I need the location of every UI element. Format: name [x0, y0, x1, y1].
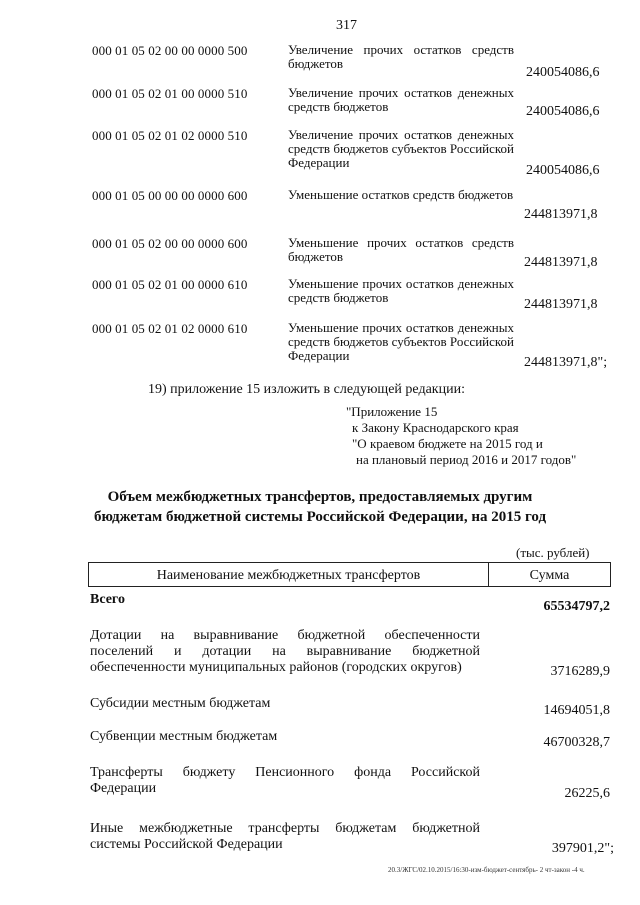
- table-row-name: Трансферты бюджету Пенсионного фонда Российской Федерации: [90, 765, 480, 796]
- table-row-amount: 14694051,8: [543, 703, 610, 718]
- title-line: бюджетам бюджетной системы Российской Федерации, на 2015 год: [93, 509, 547, 525]
- row-amount: 244813971,8: [524, 255, 598, 270]
- row-code: 000 01 05 00 00 00 0000 600: [92, 188, 248, 203]
- row-code: 000 01 05 02 01 00 0000 510: [92, 86, 248, 101]
- row-description: Уменьшение остатков средств бюджетов: [288, 187, 514, 202]
- row-description: Увеличение прочих остатков средств бюджетов: [288, 42, 514, 71]
- row-code: 000 01 05 02 00 00 0000 600: [92, 236, 248, 251]
- table-row-name: Субвенции местным бюджетам: [90, 729, 278, 744]
- row-code: 000 01 05 02 01 02 0000 510: [92, 128, 248, 143]
- column-header-name: Наименование межбюджетных трансфертов: [89, 563, 489, 586]
- appendix-header-line: на плановый период 2016 и 2017 годов": [356, 452, 577, 467]
- table-row-amount: 397901,2";: [551, 841, 614, 856]
- table-row-amount: 3716289,9: [550, 664, 610, 679]
- row-code: 000 01 05 02 00 00 0000 500: [92, 43, 248, 58]
- title-line: Объем межбюджетных трансфертов, предоставляемых другим: [107, 489, 533, 505]
- document-title: [0, 487, 640, 527]
- amendment-item: 19) приложение 15 изложить в следующей редакции:: [148, 382, 465, 397]
- row-amount: 240054086,6: [526, 104, 600, 119]
- row-description: Увеличение прочих остатков денежных средств бюджетов: [288, 85, 514, 114]
- row-description: Уменьшение прочих остатков средств бюджетов: [288, 235, 514, 264]
- table-row-amount: 46700328,7: [543, 735, 610, 750]
- row-amount: 244813971,8: [524, 297, 598, 312]
- row-amount: 244813971,8: [524, 207, 598, 222]
- column-header-sum: Сумма: [529, 568, 570, 583]
- appendix-header-line: "Приложение 15: [346, 404, 438, 419]
- document-footer: 20.3/ЖГС/02.10.2015/16:30-изм-бюджет-сентябрь- 2 чт-закон -4 ч.: [388, 866, 585, 874]
- page-number: 317: [336, 18, 357, 33]
- appendix-header-line: "О краевом бюджете на 2015 год и: [352, 436, 543, 451]
- row-amount: 244813971,8";: [524, 355, 608, 370]
- table-header: [88, 562, 611, 587]
- table-row-name: Иные межбюджетные трансферты бюджетам бюджетной системы Российской Федерации: [90, 821, 480, 852]
- row-code: 000 01 05 02 01 02 0000 610: [92, 321, 248, 336]
- table-row-name: Дотации на выравнивание бюджетной обеспеченности поселений и дотации на выравнивание бюджетной обеспеченности муниципальных районов (городских округов): [90, 628, 480, 675]
- table-row-amount: 26225,6: [564, 786, 610, 801]
- total-label: Всего: [90, 592, 125, 607]
- units-label: (тыс. рублей): [516, 545, 590, 560]
- total-amount: 65534797,2: [543, 599, 610, 614]
- row-amount: 240054086,6: [526, 163, 600, 178]
- appendix-header-line: к Закону Краснодарского края: [352, 420, 519, 435]
- row-description: Уменьшение прочих остатков денежных средств бюджетов: [288, 276, 514, 305]
- row-code: 000 01 05 02 01 00 0000 610: [92, 277, 248, 292]
- row-description: Увеличение прочих остатков денежных средств бюджетов субъектов Российской Федерации: [288, 127, 514, 170]
- row-amount: 240054086,6: [526, 65, 600, 80]
- row-description: Уменьшение прочих остатков денежных средств бюджетов субъектов Российской Федерации: [288, 320, 514, 363]
- table-row-name: Субсидии местным бюджетам: [90, 696, 271, 711]
